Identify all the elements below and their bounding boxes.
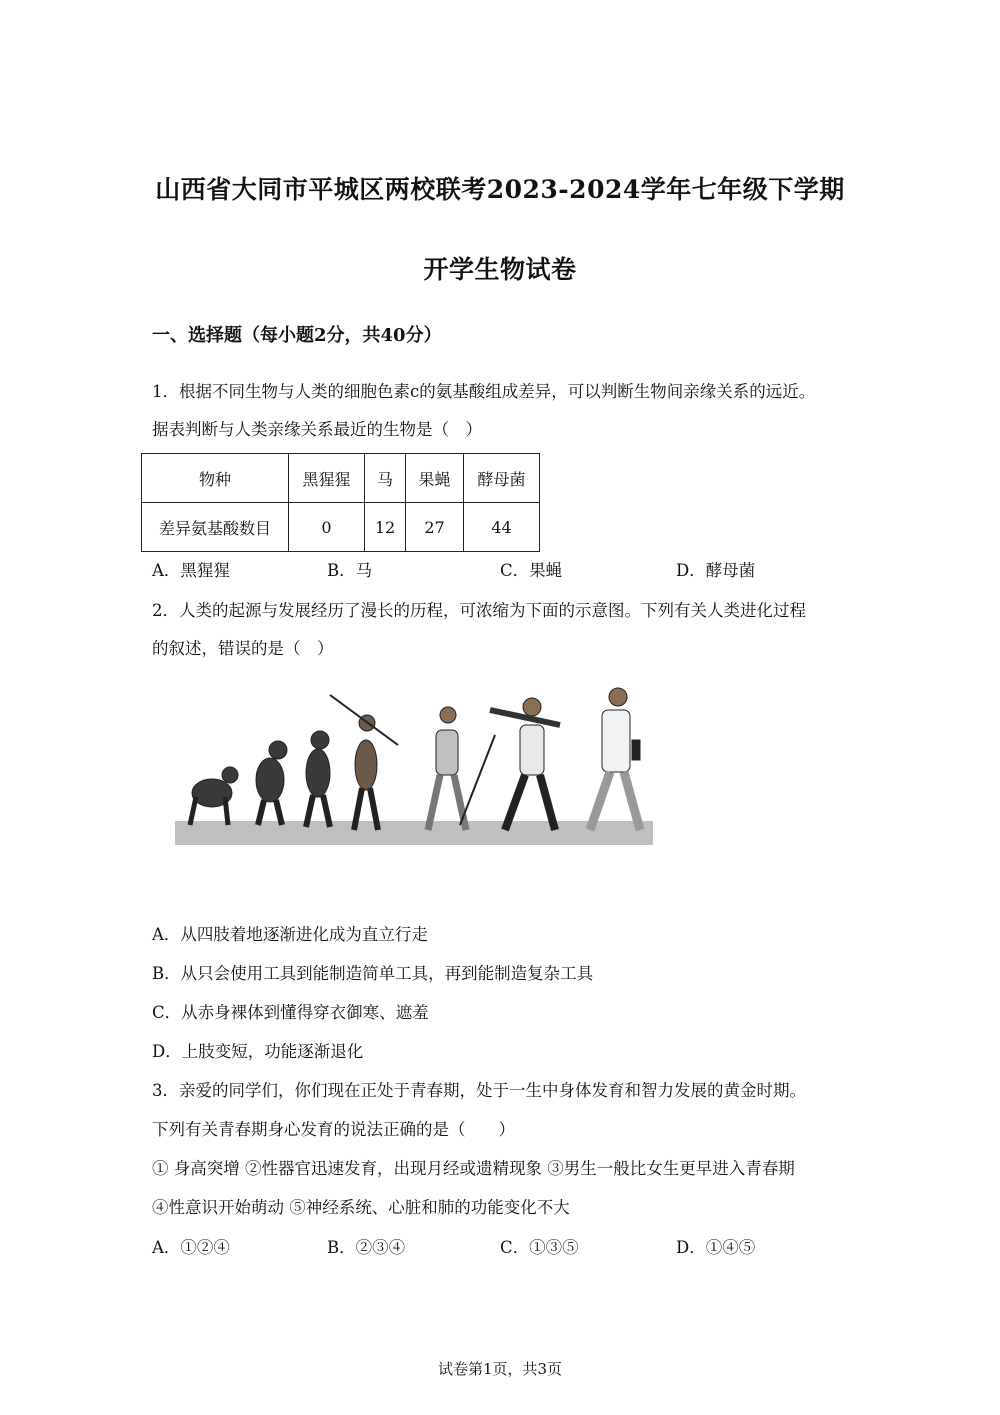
q3-option-b: B．②③④	[327, 1238, 406, 1257]
table-cell: 0	[289, 503, 365, 552]
table-row	[142, 503, 540, 552]
q3-stem-line4: ④性意识开始萌动 ⑤神经系统、心脏和肺的功能变化不大	[152, 1198, 570, 1217]
page-title: 山西省大同市平城区两校联考2023-2024学年七年级下学期	[155, 175, 845, 204]
q3-stem-line3: ① 身高突增 ②性器官迅速发育，出现月经或遗精现象 ③男生一般比女生更早进入青春期	[152, 1159, 795, 1178]
q2-stem-line2: 的叙述，错误的是（ ）	[152, 639, 334, 658]
table-cell: 差异氨基酸数目	[142, 503, 289, 552]
table-header-cell: 果蝇	[406, 454, 464, 503]
page-footer: 试卷第1页，共3页	[437, 1360, 563, 1378]
page-subtitle: 开学生物试卷	[423, 255, 577, 284]
table-header-cell: 黑猩猩	[289, 454, 365, 503]
section-heading: 一、选择题（每小题2分，共40分）	[152, 325, 442, 346]
q3-option-a: A．①②④	[152, 1238, 230, 1257]
table-header-cell: 物种	[142, 454, 289, 503]
table-cell: 44	[464, 503, 540, 552]
q2-option-c: C．从赤身裸体到懂得穿衣御寒、遮羞	[152, 1003, 429, 1022]
table-cell: 27	[406, 503, 464, 552]
q2-option-a: A．从四肢着地逐渐进化成为直立行走	[152, 925, 428, 944]
q2-option-d: D．上肢变短，功能逐渐退化	[152, 1042, 364, 1061]
q3-stem-line2: 下列有关青春期身心发育的说法正确的是（ ）	[152, 1120, 515, 1139]
table-header-cell: 马	[365, 454, 406, 503]
q3-stem-line1: 3．亲爱的同学们，你们现在正处于青春期，处于一生中身体发育和智力发展的黄金时期。	[152, 1081, 806, 1100]
amino-acid-table	[141, 453, 540, 552]
human-evolution-illustration	[170, 685, 655, 855]
q3-option-c: C．①③⑤	[500, 1238, 579, 1257]
q1-option-d: D．酵母菌	[676, 561, 756, 580]
table-cell: 12	[365, 503, 406, 552]
table-header-cell: 酵母菌	[464, 454, 540, 503]
q1-stem-line2: 据表判断与人类亲缘关系最近的生物是（ ）	[152, 420, 482, 439]
q2-option-b: B．从只会使用工具到能制造简单工具，再到能制造复杂工具	[152, 964, 594, 983]
q2-stem-line1: 2．人类的起源与发展经历了漫长的历程，可浓缩为下面的示意图。下列有关人类进化过程	[152, 601, 806, 620]
q1-option-b: B．马	[327, 561, 373, 580]
q1-stem-line1: 1．根据不同生物与人类的细胞色素c的氨基酸组成差异，可以判断生物间亲缘关系的远近。	[152, 382, 816, 401]
q1-option-c: C．果蝇	[500, 561, 563, 580]
q1-option-a: A．黑猩猩	[152, 561, 230, 580]
q3-option-d: D．①④⑤	[676, 1238, 756, 1257]
table-header-row	[142, 454, 540, 503]
